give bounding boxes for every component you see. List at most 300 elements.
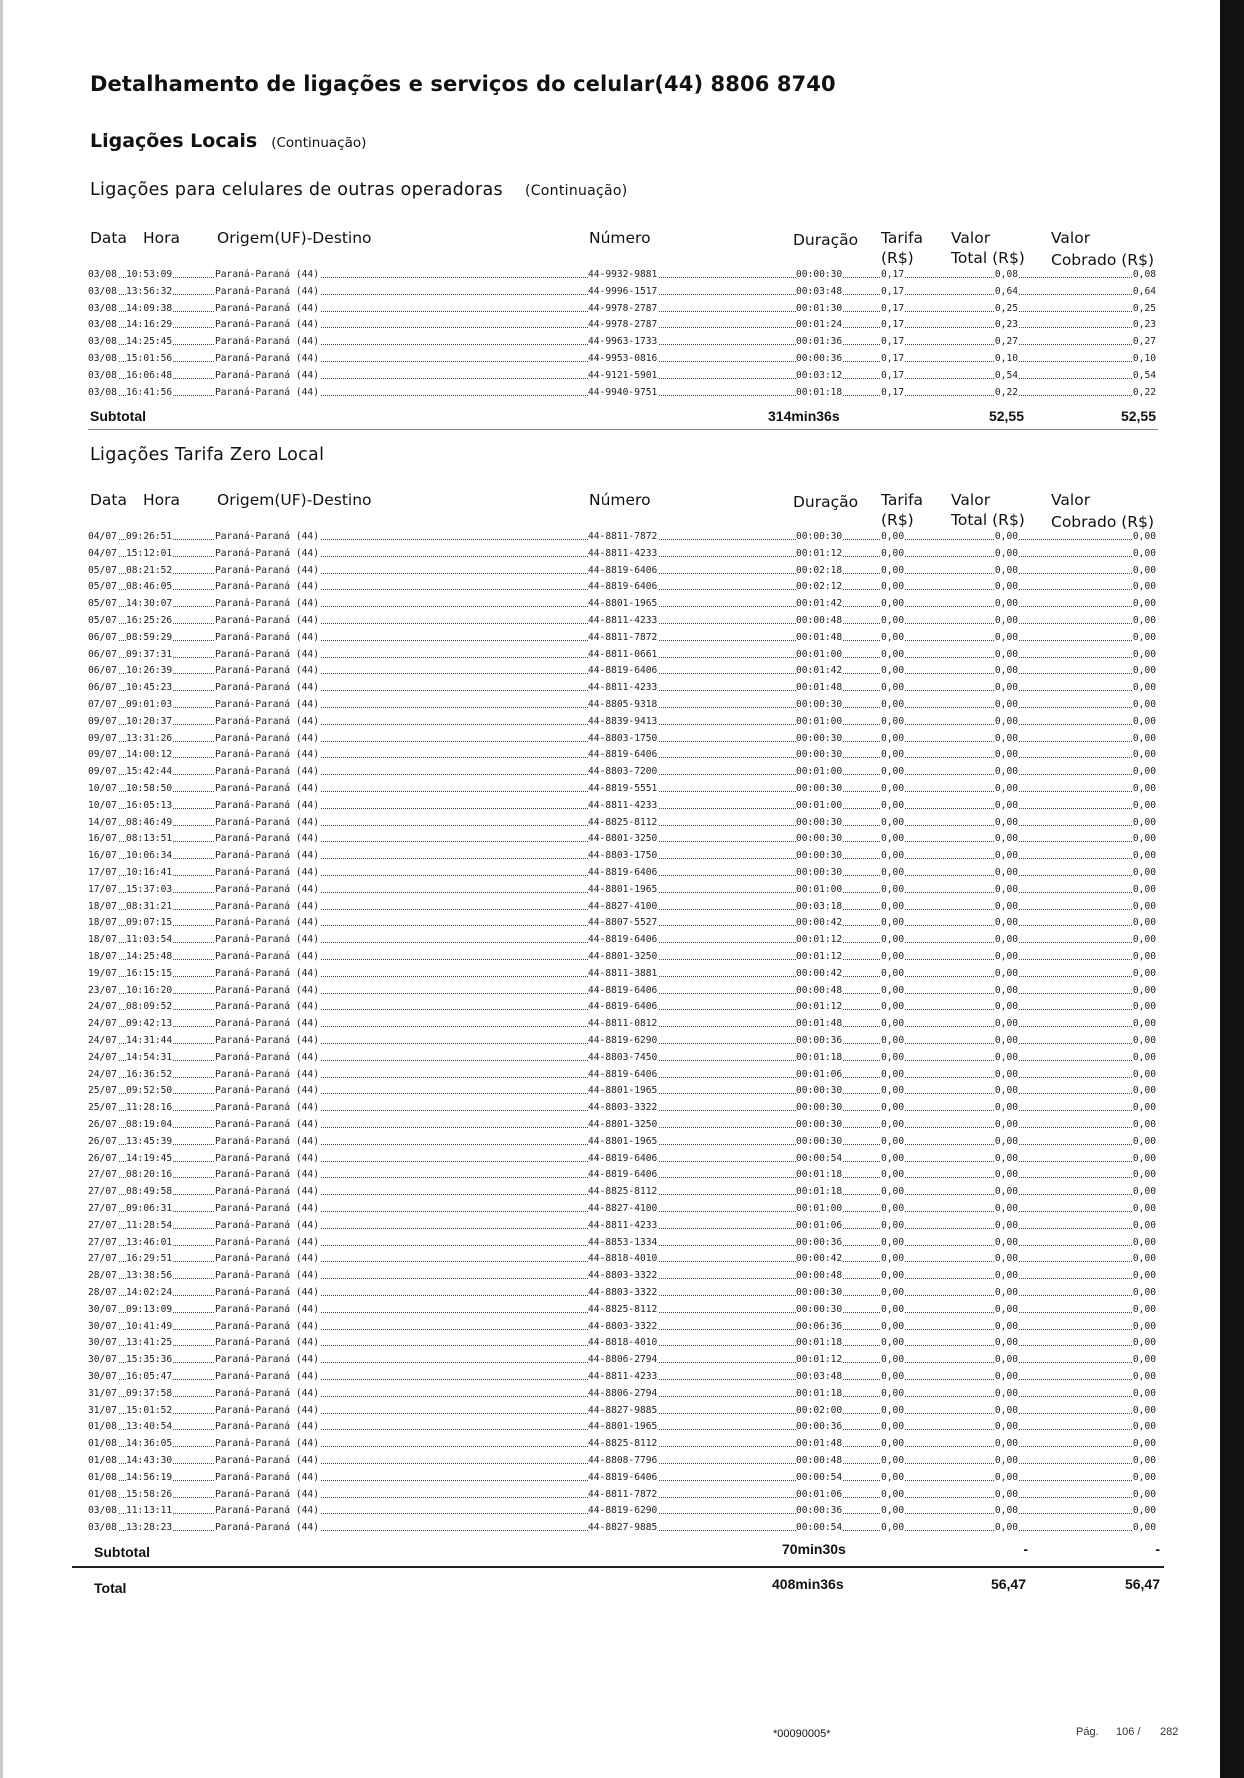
- cell-hora: 10:16:41: [126, 867, 173, 878]
- table-row: [88, 595, 1156, 612]
- cell-numero: 44-8825-8112: [588, 1438, 658, 1450]
- cell-numero: 44-8839-9413: [588, 715, 658, 727]
- cell-hora: 08:13:51: [126, 833, 173, 845]
- cell-hora: 13:31:26: [126, 732, 173, 744]
- cell-data: 16/07: [88, 850, 117, 862]
- table-row: [88, 1267, 1156, 1284]
- cell-hora: 08:21:52: [126, 564, 173, 576]
- cell-valor-total: 0,00: [994, 581, 1018, 593]
- cell-hora: 16:05:13: [126, 799, 173, 811]
- cell-origem: Paraná-Paraná (44): [215, 1152, 319, 1164]
- cell-duracao: 00:01:48: [796, 1438, 843, 1450]
- cell-valor-total: 0,00: [994, 1001, 1018, 1013]
- cell-numero: 44-8803-3322: [588, 1102, 658, 1114]
- table-row: [88, 982, 1156, 999]
- cell-tarifa: 0,00: [881, 1387, 905, 1399]
- cell-origem: Paraná-Paraná (44): [215, 369, 319, 381]
- cell-hora: 10:41:49: [126, 1320, 173, 1332]
- cell-valor-total: 0,00: [994, 867, 1018, 878]
- cell-tarifa: 0,00: [881, 1219, 905, 1231]
- cell-valor-total: 0,00: [994, 1455, 1018, 1466]
- cell-origem: Paraná-Paraná (44): [215, 1051, 319, 1063]
- cell-origem: Paraná-Paraná (44): [215, 319, 319, 331]
- cell-hora: 14:36:05: [126, 1438, 173, 1450]
- cell-numero: 44-8819-6406: [588, 934, 658, 946]
- cell-hora: 14:54:31: [126, 1051, 173, 1063]
- cell-duracao: 00:00:36: [796, 1421, 843, 1433]
- cell-hora: 13:45:39: [126, 1135, 173, 1147]
- cell-valor-cobrado: 0,00: [1132, 1135, 1156, 1147]
- cell-valor-total: 0,54: [994, 369, 1018, 381]
- cell-valor-total: 0,00: [994, 783, 1018, 794]
- cell-duracao: 00:00:48: [796, 1270, 843, 1282]
- column-header-duracao: Duração: [793, 231, 859, 249]
- cell-numero: 44-8811-4233: [588, 615, 658, 626]
- cell-valor-total: 0,00: [994, 1135, 1018, 1147]
- cell-numero: 44-8825-8112: [588, 816, 658, 828]
- cell-valor-cobrado: 0,00: [1132, 816, 1156, 828]
- cell-tarifa: 0,00: [881, 1488, 905, 1500]
- table-row: [88, 1032, 1156, 1049]
- cell-valor-cobrado: 0,00: [1132, 715, 1156, 727]
- cell-numero: 44-8819-6290: [588, 1505, 658, 1517]
- cell-origem: Paraná-Paraná (44): [215, 1236, 319, 1248]
- cell-numero: 44-8807-5527: [588, 917, 658, 929]
- table-row: [88, 612, 1156, 629]
- cell-numero: 44-8819-6406: [588, 564, 658, 576]
- cell-numero: 44-8819-6406: [588, 1068, 658, 1080]
- cell-origem: Paraná-Paraná (44): [215, 302, 319, 314]
- cell-origem: Paraná-Paraná (44): [215, 1203, 319, 1214]
- cell-origem: Paraná-Paraná (44): [215, 917, 319, 929]
- cell-duracao: 00:00:30: [796, 1085, 843, 1097]
- cell-hora: 08:19:04: [126, 1119, 173, 1130]
- table-row: [88, 266, 1156, 283]
- cell-tarifa: 0,00: [881, 581, 905, 593]
- cell-valor-total: 0,00: [994, 850, 1018, 862]
- cell-data: 03/08: [88, 386, 117, 398]
- cell-tarifa: 0,00: [881, 1186, 905, 1198]
- cell-duracao: 00:00:30: [796, 749, 843, 761]
- cell-origem: Paraná-Paraná (44): [215, 1068, 319, 1080]
- cell-valor-total: 0,00: [994, 1371, 1018, 1382]
- cell-valor-cobrado: 0,00: [1132, 867, 1156, 878]
- cell-duracao: 00:01:42: [796, 665, 843, 677]
- cell-numero: 44-8819-6406: [588, 1471, 658, 1483]
- table-row: [88, 780, 1156, 797]
- cell-valor-cobrado: 0,00: [1132, 833, 1156, 845]
- table-row: [88, 528, 1156, 545]
- table-row: [88, 1234, 1156, 1251]
- cell-tarifa: 0,00: [881, 900, 905, 912]
- cell-numero: 44-8827-4100: [588, 900, 658, 912]
- cell-origem: Paraná-Paraná (44): [215, 665, 319, 677]
- cell-valor-cobrado: 0,00: [1132, 850, 1156, 862]
- cell-tarifa: 0,00: [881, 1287, 905, 1298]
- cell-origem: Paraná-Paraná (44): [215, 1253, 319, 1265]
- table-row: [88, 283, 1156, 300]
- cell-tarifa: 0,00: [881, 531, 905, 542]
- column-header-valor-total: Valor: [951, 491, 991, 509]
- cell-valor-cobrado: 0,00: [1132, 1236, 1156, 1248]
- cell-data: 27/07: [88, 1219, 117, 1231]
- column-header-valor-cobrado: Valor: [1051, 491, 1091, 509]
- cell-origem: Paraná-Paraná (44): [215, 951, 319, 962]
- cell-data: 24/07: [88, 1035, 117, 1046]
- cell-tarifa: 0,00: [881, 1455, 905, 1466]
- cell-hora: 10:26:39: [126, 665, 173, 677]
- cell-tarifa: 0,17: [881, 336, 905, 348]
- cell-valor-total: 0,00: [994, 1404, 1018, 1416]
- cell-data: 18/07: [88, 917, 117, 929]
- cell-valor-total: 0,00: [994, 799, 1018, 811]
- cell-data: 27/07: [88, 1253, 117, 1265]
- cell-hora: 10:06:34: [126, 850, 173, 862]
- table-row: [88, 545, 1156, 562]
- cell-hora: 16:41:56: [126, 386, 173, 398]
- cell-data: 24/07: [88, 1018, 117, 1030]
- cell-tarifa: 0,00: [881, 1035, 905, 1046]
- cell-tarifa: 0,00: [881, 648, 905, 660]
- cell-valor-cobrado: 0,00: [1132, 1203, 1156, 1214]
- cell-data: 25/07: [88, 1085, 117, 1097]
- cell-valor-total: 0,00: [994, 1421, 1018, 1433]
- column-header-origem: Origem(UF)-Destino: [217, 491, 372, 509]
- cell-data: 06/07: [88, 631, 117, 643]
- cell-valor-total: 0,00: [994, 1253, 1018, 1265]
- cell-valor-cobrado: 0,54: [1132, 369, 1156, 381]
- cell-duracao: 00:00:30: [796, 699, 843, 710]
- cell-valor-total: 0,00: [994, 1522, 1018, 1534]
- table-row: [88, 1486, 1156, 1503]
- cell-numero: 44-8801-1965: [588, 883, 658, 895]
- column-header-valor-cobrado-unit: Cobrado (R$): [1051, 513, 1154, 531]
- cell-duracao: 00:06:36: [796, 1320, 843, 1332]
- cell-tarifa: 0,00: [881, 967, 905, 979]
- cell-hora: 09:26:51: [126, 531, 173, 542]
- cell-tarifa: 0,00: [881, 564, 905, 576]
- cell-numero: 44-8827-4100: [588, 1203, 658, 1214]
- cell-valor-cobrado: 0,00: [1132, 665, 1156, 677]
- cell-origem: Paraná-Paraná (44): [215, 1287, 319, 1298]
- cell-valor-total: 0,00: [994, 1270, 1018, 1282]
- cell-origem: Paraná-Paraná (44): [215, 1387, 319, 1399]
- cell-valor-total: 0,00: [994, 934, 1018, 946]
- cell-valor-total: 0,00: [994, 699, 1018, 710]
- cell-origem: Paraná-Paraná (44): [215, 1135, 319, 1147]
- footer-page-count: 282: [1160, 1726, 1179, 1738]
- cell-duracao: 00:00:30: [796, 783, 843, 794]
- cell-origem: Paraná-Paraná (44): [215, 699, 319, 710]
- group2-subtotal-label: Subtotal: [94, 1544, 150, 1560]
- cell-hora: 09:07:15: [126, 917, 173, 929]
- cell-data: 09/07: [88, 766, 117, 778]
- cell-data: 04/07: [88, 547, 117, 559]
- cell-data: 06/07: [88, 648, 117, 660]
- cell-tarifa: 0,00: [881, 783, 905, 794]
- cell-valor-cobrado: 0,00: [1132, 1152, 1156, 1164]
- cell-data: 24/07: [88, 1068, 117, 1080]
- cell-data: 04/07: [88, 531, 117, 542]
- cell-valor-total: 0,00: [994, 1085, 1018, 1097]
- cell-hora: 15:01:52: [126, 1404, 173, 1416]
- cell-numero: 44-8819-6406: [588, 665, 658, 677]
- cell-valor-total: 0,00: [994, 951, 1018, 962]
- cell-tarifa: 0,00: [881, 1203, 905, 1214]
- cell-valor-total: 0,00: [994, 682, 1018, 694]
- cell-valor-cobrado: 0,10: [1132, 353, 1156, 364]
- cell-valor-cobrado: 0,27: [1132, 336, 1156, 348]
- table-row: [88, 797, 1156, 814]
- cell-origem: Paraná-Paraná (44): [215, 285, 319, 297]
- cell-tarifa: 0,00: [881, 1303, 905, 1315]
- cell-hora: 09:13:09: [126, 1303, 173, 1315]
- cell-valor-total: 0,25: [994, 302, 1018, 314]
- cell-numero: 44-8801-1965: [588, 598, 658, 610]
- column-header-data: Data: [90, 229, 128, 247]
- cell-hora: 14:19:45: [126, 1152, 173, 1164]
- cell-valor-total: 0,00: [994, 598, 1018, 610]
- cell-hora: 08:46:05: [126, 581, 173, 593]
- cell-data: 30/07: [88, 1303, 117, 1315]
- column-header-tarifa: Tarifa: [881, 229, 924, 247]
- total-label: Total: [94, 1580, 127, 1596]
- cell-valor-cobrado: 0,00: [1132, 1219, 1156, 1231]
- cell-data: 03/08: [88, 285, 117, 297]
- table-row: [88, 1099, 1156, 1116]
- cell-origem: Paraná-Paraná (44): [215, 833, 319, 845]
- cell-origem: Paraná-Paraná (44): [215, 1219, 319, 1231]
- table-row: [88, 914, 1156, 931]
- cell-duracao: 00:00:30: [796, 269, 843, 280]
- cell-tarifa: 0,00: [881, 934, 905, 946]
- cell-valor-total: 0,00: [994, 1337, 1018, 1349]
- footer-code: *00090005*: [773, 1728, 831, 1740]
- cell-valor-cobrado: 0,00: [1132, 934, 1156, 946]
- cell-hora: 13:46:01: [126, 1236, 173, 1248]
- cell-duracao: 00:01:12: [796, 547, 843, 559]
- cell-hora: 09:37:31: [126, 648, 173, 660]
- cell-numero: 44-8805-9318: [588, 699, 658, 710]
- cell-valor-cobrado: 0,00: [1132, 799, 1156, 811]
- group2-title: Ligações Tarifa Zero Local: [90, 445, 325, 465]
- cell-valor-total: 0,00: [994, 1203, 1018, 1214]
- table-row: [88, 713, 1156, 730]
- cell-valor-cobrado: 0,00: [1132, 682, 1156, 694]
- cell-duracao: 00:01:00: [796, 799, 843, 811]
- cell-numero: 44-8819-6406: [588, 1152, 658, 1164]
- cell-tarifa: 0,17: [881, 353, 905, 364]
- cell-duracao: 00:00:30: [796, 1135, 843, 1147]
- cell-duracao: 00:00:30: [796, 850, 843, 862]
- cell-valor-total: 0,00: [994, 531, 1018, 542]
- table-row: [88, 1200, 1156, 1217]
- cell-origem: Paraná-Paraná (44): [215, 715, 319, 727]
- cell-duracao: 00:00:48: [796, 615, 843, 626]
- cell-data: 28/07: [88, 1270, 117, 1282]
- cell-valor-total: 0,00: [994, 1303, 1018, 1315]
- cell-data: 01/08: [88, 1471, 117, 1483]
- cell-hora: 14:25:45: [126, 336, 173, 348]
- cell-hora: 08:49:58: [126, 1186, 173, 1198]
- cell-duracao: 00:00:42: [796, 967, 843, 979]
- cell-hora: 09:42:13: [126, 1018, 173, 1030]
- column-header-tarifa: Tarifa: [881, 491, 924, 509]
- cell-tarifa: 0,00: [881, 816, 905, 828]
- cell-origem: Paraná-Paraná (44): [215, 867, 319, 878]
- cell-valor-cobrado: 0,00: [1132, 1018, 1156, 1030]
- cell-tarifa: 0,00: [881, 1354, 905, 1366]
- group2-subtotal-total: -: [1023, 1541, 1028, 1557]
- cell-data: 03/08: [88, 269, 117, 280]
- cell-valor-cobrado: 0,00: [1132, 1253, 1156, 1265]
- cell-data: 01/08: [88, 1488, 117, 1500]
- cell-numero: 44-8803-3322: [588, 1287, 658, 1298]
- cell-valor-total: 0,00: [994, 648, 1018, 660]
- cell-valor-total: 0,00: [994, 1152, 1018, 1164]
- cell-data: 27/07: [88, 1236, 117, 1248]
- group1-subtotal-rule: [88, 429, 1158, 430]
- cell-data: 17/07: [88, 867, 117, 878]
- table-row: [88, 1418, 1156, 1435]
- table-row: [88, 1385, 1156, 1402]
- cell-numero: 44-8803-1750: [588, 732, 658, 744]
- scan-edge-right: [1220, 0, 1244, 1778]
- cell-numero: 44-8819-6406: [588, 749, 658, 761]
- cell-duracao: 00:01:00: [796, 648, 843, 660]
- cell-valor-total: 0,00: [994, 1387, 1018, 1399]
- total-valor-total: 56,47: [990, 1576, 1026, 1592]
- table-row: [88, 1250, 1156, 1267]
- group1-subtotal-label: Subtotal: [90, 408, 146, 424]
- cell-hora: 14:09:38: [126, 302, 173, 314]
- cell-tarifa: 0,00: [881, 850, 905, 862]
- cell-tarifa: 0,17: [881, 386, 905, 398]
- cell-valor-cobrado: 0,23: [1132, 319, 1156, 331]
- cell-origem: Paraná-Paraná (44): [215, 766, 319, 778]
- cell-duracao: 00:01:12: [796, 1001, 843, 1013]
- cell-numero: 44-8818-4010: [588, 1337, 658, 1349]
- cell-valor-cobrado: 0,00: [1132, 648, 1156, 660]
- cell-tarifa: 0,00: [881, 1169, 905, 1181]
- cell-data: 27/07: [88, 1203, 117, 1214]
- table-row: [88, 965, 1156, 982]
- cell-data: 31/07: [88, 1404, 117, 1416]
- cell-numero: 44-9978-2787: [588, 319, 658, 331]
- cell-valor-total: 0,00: [994, 564, 1018, 576]
- table-row: [88, 948, 1156, 965]
- cell-duracao: 00:00:54: [796, 1522, 843, 1534]
- cell-origem: Paraná-Paraná (44): [215, 547, 319, 559]
- cell-valor-total: 0,00: [994, 665, 1018, 677]
- cell-duracao: 00:01:06: [796, 1488, 843, 1500]
- cell-origem: Paraná-Paraná (44): [215, 1186, 319, 1198]
- cell-valor-total: 0,00: [994, 833, 1018, 845]
- cell-origem: Paraná-Paraná (44): [215, 1371, 319, 1382]
- cell-numero: 44-8803-7450: [588, 1051, 658, 1063]
- cell-data: 30/07: [88, 1371, 117, 1382]
- cell-tarifa: 0,00: [881, 917, 905, 929]
- group2-heading: [90, 445, 324, 465]
- cell-valor-cobrado: 0,00: [1132, 749, 1156, 761]
- table-row: [88, 1351, 1156, 1368]
- cell-duracao: 00:00:30: [796, 1119, 843, 1130]
- table-row: [88, 1166, 1156, 1183]
- cell-tarifa: 0,00: [881, 1337, 905, 1349]
- cell-hora: 15:58:26: [126, 1488, 173, 1500]
- cell-numero: 44-9953-0816: [588, 353, 658, 364]
- cell-data: 01/08: [88, 1421, 117, 1433]
- cell-valor-total: 0,00: [994, 732, 1018, 744]
- cell-valor-cobrado: 0,00: [1132, 883, 1156, 895]
- cell-duracao: 00:01:48: [796, 1018, 843, 1030]
- cell-numero: 44-8811-7872: [588, 631, 658, 643]
- cell-origem: Paraná-Paraná (44): [215, 1488, 319, 1500]
- cell-valor-total: 0,00: [994, 1471, 1018, 1483]
- cell-data: 01/08: [88, 1438, 117, 1450]
- cell-tarifa: 0,00: [881, 1119, 905, 1130]
- cell-numero: 44-8811-3881: [588, 967, 658, 979]
- cell-tarifa: 0,00: [881, 732, 905, 744]
- cell-valor-cobrado: 0,00: [1132, 1186, 1156, 1198]
- cell-duracao: 00:02:18: [796, 564, 843, 576]
- cell-hora: 16:06:48: [126, 369, 173, 381]
- cell-numero: 44-8801-1965: [588, 1421, 658, 1433]
- table-row: [88, 847, 1156, 864]
- cell-origem: Paraná-Paraná (44): [215, 1337, 319, 1349]
- table-row: [88, 830, 1156, 847]
- cell-tarifa: 0,00: [881, 883, 905, 895]
- table-row: [88, 562, 1156, 579]
- cell-hora: 16:36:52: [126, 1068, 173, 1080]
- table-row: [88, 646, 1156, 663]
- cell-valor-cobrado: 0,08: [1132, 269, 1156, 280]
- cell-duracao: 00:01:36: [796, 336, 843, 348]
- cell-origem: Paraná-Paraná (44): [215, 967, 319, 979]
- column-header-valor-cobrado-unit: Cobrado (R$): [1051, 251, 1154, 269]
- cell-hora: 14:30:07: [126, 598, 173, 610]
- cell-valor-total: 0,00: [994, 1119, 1018, 1130]
- cell-valor-total: 0,00: [994, 749, 1018, 761]
- cell-origem: Paraná-Paraná (44): [215, 1505, 319, 1517]
- cell-data: 06/07: [88, 682, 117, 694]
- cell-valor-total: 0,00: [994, 1488, 1018, 1500]
- table-row: [88, 300, 1156, 317]
- column-header-tarifa-unit: (R$): [881, 511, 914, 529]
- cell-numero: 44-8819-6406: [588, 867, 658, 878]
- cell-valor-cobrado: 0,00: [1132, 581, 1156, 593]
- cell-hora: 08:31:21: [126, 900, 173, 912]
- cell-numero: 44-8819-6290: [588, 1035, 658, 1046]
- cell-duracao: 00:00:36: [796, 353, 843, 364]
- cell-duracao: 00:03:48: [796, 285, 843, 297]
- table-row: [88, 1116, 1156, 1133]
- cell-numero: 44-8825-8112: [588, 1186, 658, 1198]
- cell-duracao: 00:01:18: [796, 1337, 843, 1349]
- cell-valor-total: 0,00: [994, 1219, 1018, 1231]
- cell-data: 03/08: [88, 353, 117, 364]
- cell-numero: 44-8811-4233: [588, 682, 658, 694]
- cell-tarifa: 0,17: [881, 369, 905, 381]
- cell-numero: 44-8853-1334: [588, 1236, 658, 1248]
- cell-duracao: 00:01:30: [796, 302, 843, 314]
- cell-tarifa: 0,00: [881, 799, 905, 811]
- cell-data: 03/08: [88, 302, 117, 314]
- cell-tarifa: 0,00: [881, 1001, 905, 1013]
- cell-valor-cobrado: 0,00: [1132, 783, 1156, 794]
- cell-numero: 44-8811-0812: [588, 1018, 658, 1030]
- cell-origem: Paraná-Paraná (44): [215, 1438, 319, 1450]
